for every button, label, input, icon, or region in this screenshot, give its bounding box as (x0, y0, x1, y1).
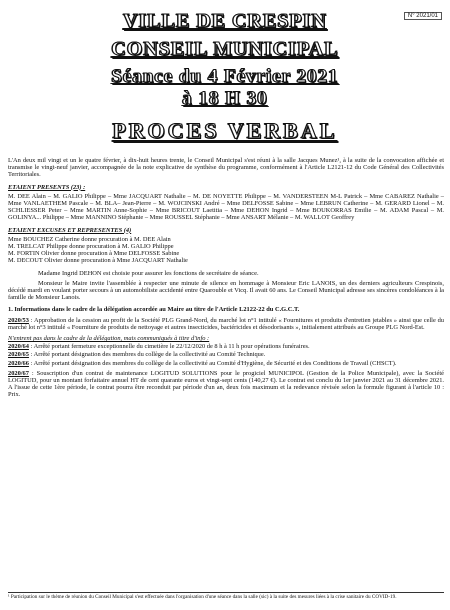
session-date-title: Séance du 4 Février 2021 (111, 66, 339, 87)
decision-number: 2020/64 (8, 343, 29, 351)
decision-number: 2020/65 (8, 351, 29, 359)
decision-number: 2020/67 (8, 369, 29, 377)
list-item: M. DECOUT Olivier donne procuration à Mme JACQUART Nathalie (8, 257, 188, 265)
decision-item (8, 317, 444, 331)
decision-item (8, 370, 444, 399)
list-item: Mme BOUCHEZ Catherine donne procuration à M. DEE Alain (8, 235, 171, 243)
session-time-title: à 18 H 30 (182, 88, 268, 109)
tribute-paragraph: Monsieur le Maire invite l'assemblée à respecter une minute de silence en hommage à Monsieur Eric LANOIS, un des derniers agriculteurs Crespinois, décédé mardi en voulant porter secours à un automobiliste accidenté entre Quarouble et Vicq. Il avait 60 ans. Le Conseil Municipal adresse ses sincères condoléances à la famille de Monsieur Lanois. (8, 279, 444, 302)
decision-text: : Arrêté portant fermeture exceptionnelle du cimetière le 22/12/2020 de 8 h à 11 h pour opérations funéraires. (30, 343, 310, 351)
info-item (8, 351, 444, 358)
info-item (8, 343, 444, 350)
decision-number: 2020/66 (8, 359, 29, 367)
document-reference: N° 2021/01 (404, 12, 442, 20)
decision-text: : Arrêté portant désignation des membres du collège de la collectivité au Comité d'Hygiène, de Sécurité et des Conditions de Travail (CHSCT). (30, 359, 397, 367)
minutes-title: PROCES VERBAL (112, 118, 338, 143)
secretary-paragraph: Madame Ingrid DEHON est choisie pour assurer les fonctions de secrétaire de séance. (38, 269, 259, 277)
present-list: M. DEE Alain – M. GALIO Philippe – Mme JACQUART Nathalie – M. DE NOYETTE Philippe – M. VANDERSTEEN M-L Patrick – Mme CABAREZ Nathalie – Mme VANLAETHEM Pascale – M. BLA– Jean-Pierre – M. WOJCINSKI André – Mme DELFOSSE Sabine – Mme LEBRUN Catherine – M. GERARD Lionel – M. SCHLIESSER Peter – Mme MARTIN Anne-Sophie – Mme BRICOUT Laetitia – Mme DEHON Ingrid – Mme BOUKORRAS Emilie – M. ADAM Pascal – M. GOLINYA... Philippe – Mme MANNINO Stéphanie – Mme ROUSSEL Stéphanie – Mme ANSART Mélanie – M. WALLOT Geoffrey (8, 192, 444, 222)
document-body (8, 157, 444, 402)
info-subheading: N'entrent pas dans le cadre de la délégation, mais communiqués à titre d'info : (8, 335, 210, 343)
decision-number: 2020/53 (8, 316, 29, 324)
excused-heading: ETAIENT EXCUSES ET REPRESENTES (4) (8, 226, 132, 234)
section-1-heading: 1. Informations dans le cadre de la délégation accordée au Maire au titre de l'Article L2122-22 du C.G.C.T. (8, 306, 300, 314)
footnote: ¹ Participation sur le thème de réunion du Conseil Municipal s'est effectuée dans l'organisation d'une séance dans la salle (sic) à la suite des mesures liées à la crise sanitaire du COVID-19. (8, 592, 444, 600)
decision-text: : Arrêté portant désignation des membres du collège de la collectivité au Comité Technique. (30, 351, 266, 359)
council-title: CONSEIL MUNICIPAL (111, 38, 339, 60)
intro-paragraph: L'An deux mil vingt et un le quatre février, à dix-huit heures trente, le Conseil Municipal s'est réuni à la salle Jacques Munez¹, à la suite de la convocation affichée et transmise le vingt-neuf janvier, accompagnée de la note explicative de synthèse du programme, conformément à l'Article L2121-12 du Code Général des Collectivités Territoriales. (8, 157, 444, 179)
present-heading: ETAIENT PRESENTS (23) : (8, 183, 86, 191)
excused-list (8, 236, 444, 265)
list-item: M. FORTIN Olivier donne procuration à Mme DELFOSSE Sabine (8, 250, 180, 258)
town-title: VILLE DE CRESPIN (123, 10, 327, 32)
decision-text: : Approbation de la cession au profit de la Société PLG Grand-Nord, du marché lot n°1 intitulé « Fournitures et produits d'entretien jetables » ainsi que celle du marché lot n°3 intitulé « Fourniture de produits de nettoyage et autres insecticides, bactéricides et désodorisants », initialement attribués au Groupe PLG Nord-Est. (8, 316, 444, 331)
info-item (8, 360, 444, 367)
list-item: M. TRELCAT Philippe donne procuration à M. GALIO Philippe (8, 243, 174, 251)
decision-text: : Souscription d'un contrat de maintenance LOGITUD SOLUTIONS pour le progiciel MUNICIPOL (Gestion de la Police Municipale), avec la Société LOGITUD, pour un montant forfaitaire annuel HT de cent quarante euros et vingt-sept cents (140,27 €). Le contrat est conclu du 1er janvier 2021 au 31 décembre 2021. A l'issue de cette 1ère période, le contrat pourra être reconduit par période d'un an, deux fois maximum et la redevance révisée selon la formule figurant à l'article 10 : Prix. (8, 369, 444, 399)
